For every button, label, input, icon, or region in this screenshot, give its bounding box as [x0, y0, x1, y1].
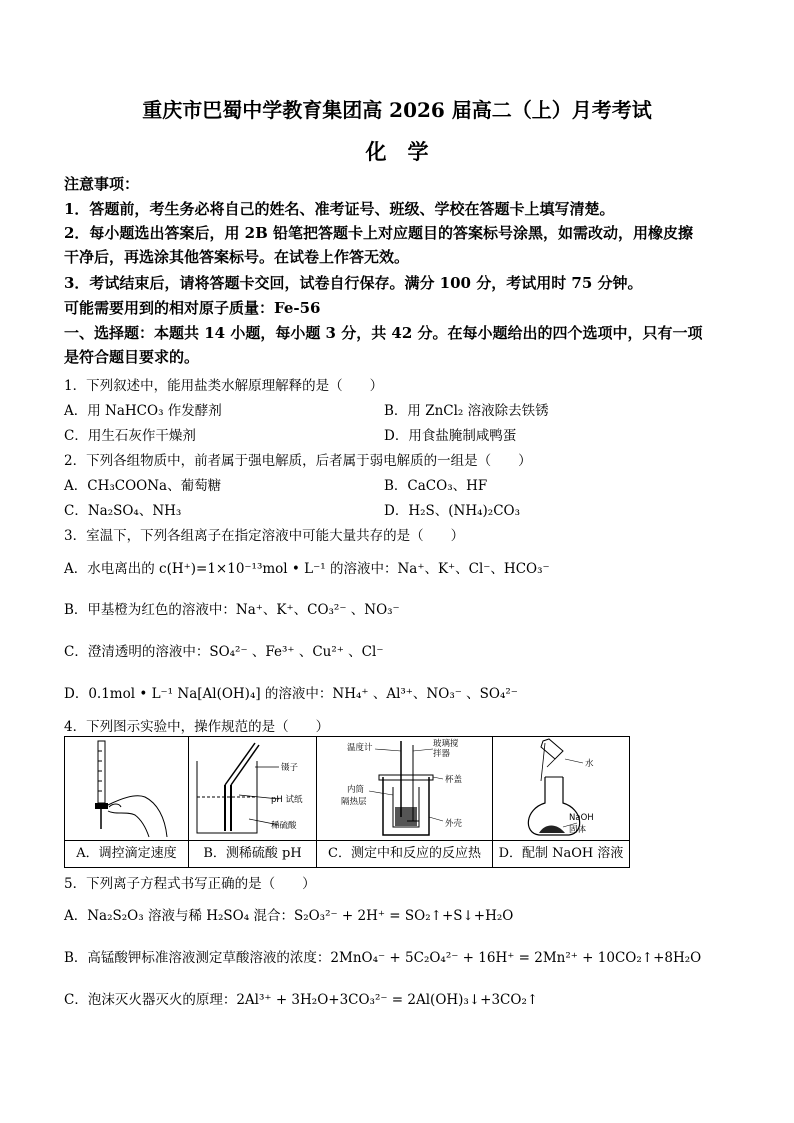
q5-stem: 5．下列离子方程式书写正确的是（ ）: [64, 876, 316, 892]
q1-option-d: D．用食盐腌制咸鸭蛋: [384, 428, 517, 444]
q2-option-c: C．Na₂SO₄、NH₃: [64, 503, 182, 519]
label-inner-cylinder: 内筒: [347, 785, 365, 795]
section1-heading-cont: 是符合题目要求的。: [64, 348, 200, 366]
q4-stem: 4．下列图示实验中，操作规范的是（ ）: [64, 719, 330, 735]
q3-option-a: A．水电离出的 c(H⁺)=1×10⁻¹³mol • L⁻¹ 的溶液中：Na⁺、K⁺、Cl⁻、HCO₃⁻: [64, 561, 550, 577]
q4-figure-a: [65, 737, 189, 867]
q4-figure-b: [189, 737, 317, 867]
label-tweezers: 镊子: [281, 763, 299, 773]
q4-caption-a: A．调控滴定速度: [65, 840, 188, 867]
label-lid: 杯盖: [445, 775, 463, 785]
q3-stem: 3．室温下，下列各组离子在指定溶液中可能大量共存的是（ ）: [64, 528, 465, 544]
label-solid: 固体: [569, 825, 587, 835]
q4-caption-b: B．测稀硫酸 pH: [189, 840, 316, 867]
q3-option-d: D．0.1mol • L⁻¹ Na[Al(OH)₄] 的溶液中：NH₄⁺ 、Al³⁺、NO₃⁻ 、SO₄²⁻: [64, 686, 518, 702]
q5-option-a: A．Na₂S₂O₃ 溶液与稀 H₂SO₄ 混合：S₂O₃²⁻ + 2H⁺ = SO₂↑+S↓+H₂O: [64, 908, 514, 924]
note-item-1: 1．答题前，考生务必将自己的姓名、准考证号、班级、学校在答题卡上填写清楚。: [64, 200, 615, 218]
label-outer-shell: 外壳: [445, 819, 463, 829]
q2-option-a: A．CH₃COONa、葡萄糖: [64, 478, 222, 494]
label-water: 水: [585, 759, 594, 769]
q1-option-b: B．用 ZnCl₂ 溶液除去铁锈: [384, 403, 549, 419]
q2-stem: 2．下列各组物质中，前者属于强电解质，后者属于弱电解质的一组是（ ）: [64, 453, 532, 469]
q4-figure-table: [64, 736, 630, 868]
q1-option-a: A．用 NaHCO₃ 作发酵剂: [64, 403, 222, 419]
q4-figure-d: [493, 737, 629, 867]
q4-figure-c: [317, 737, 493, 867]
q3-option-c: C．澄清透明的溶液中：SO₄²⁻ 、Fe³⁺ 、Cu²⁺ 、Cl⁻: [64, 644, 384, 660]
q5-option-c: C．泡沫灭火器灭火的原理：2Al³⁺ + 3H₂O+3CO₃²⁻ = 2Al(OH)₃↓+3CO₂↑: [64, 992, 539, 1008]
q1-stem: 1．下列叙述中，能用盐类水解原理解释的是（ ）: [64, 378, 384, 394]
q4-caption-c: C．测定中和反应的反应热: [317, 840, 492, 867]
q1-option-c: C．用生石灰作干燥剂: [64, 428, 196, 444]
label-glass-stirrer: 玻璃搅拌器: [433, 739, 459, 759]
atomic-mass-note: 可能需要用到的相对原子质量：Fe-56: [64, 299, 321, 317]
q5-option-b: B．高锰酸钾标准溶液测定草酸溶液的浓度：2MnO₄⁻ + 5C₂O₄²⁻ + 16H⁺ = 2Mn²⁺ + 10CO₂↑+8H₂O: [64, 950, 702, 966]
note-item-3: 3．考试结束后，请将答题卡交回，试卷自行保存。满分 100 分，考试用时 75 分钟。: [64, 274, 643, 292]
label-dilute-acid: 稀硫酸: [271, 821, 297, 831]
label-naoh: NaOH: [569, 813, 594, 823]
note-item-2: 2．每小题选出答案后，用 2B 铅笔把答题卡上对应题目的答案标号涂黑，如需改动，用橡皮擦: [64, 224, 694, 242]
q4-caption-d: D．配制 NaOH 溶液: [493, 840, 629, 867]
volumetric-flask-illustration: [493, 737, 627, 841]
subject-title: 化 学: [365, 139, 429, 164]
section1-heading: 一、选择题：本题共 14 小题，每小题 3 分，共 42 分。在每小题给出的四个选项中，只有一项: [64, 324, 703, 342]
q2-option-d: D．H₂S、(NH₄)₂CO₃: [384, 503, 521, 519]
label-thermometer: 温度计: [347, 743, 373, 753]
label-insulation: 隔热层: [341, 797, 367, 807]
calorimeter-illustration: [317, 737, 491, 841]
notes-heading: 注意事项：: [64, 175, 140, 193]
q3-option-b: B．甲基橙为红色的溶液中：Na⁺、K⁺、CO₃²⁻ 、NO₃⁻: [64, 602, 400, 618]
label-ph-paper: pH 试纸: [271, 795, 303, 805]
burette-hand-illustration: [65, 737, 187, 841]
q2-option-b: B．CaCO₃、HF: [384, 478, 488, 494]
note-item-2-cont: 干净后，再选涂其他答案标号。在试卷上作答无效。: [64, 248, 410, 266]
exam-title: 重庆市巴蜀中学教育集团高 2026 届高二（上）月考考试: [142, 98, 652, 122]
